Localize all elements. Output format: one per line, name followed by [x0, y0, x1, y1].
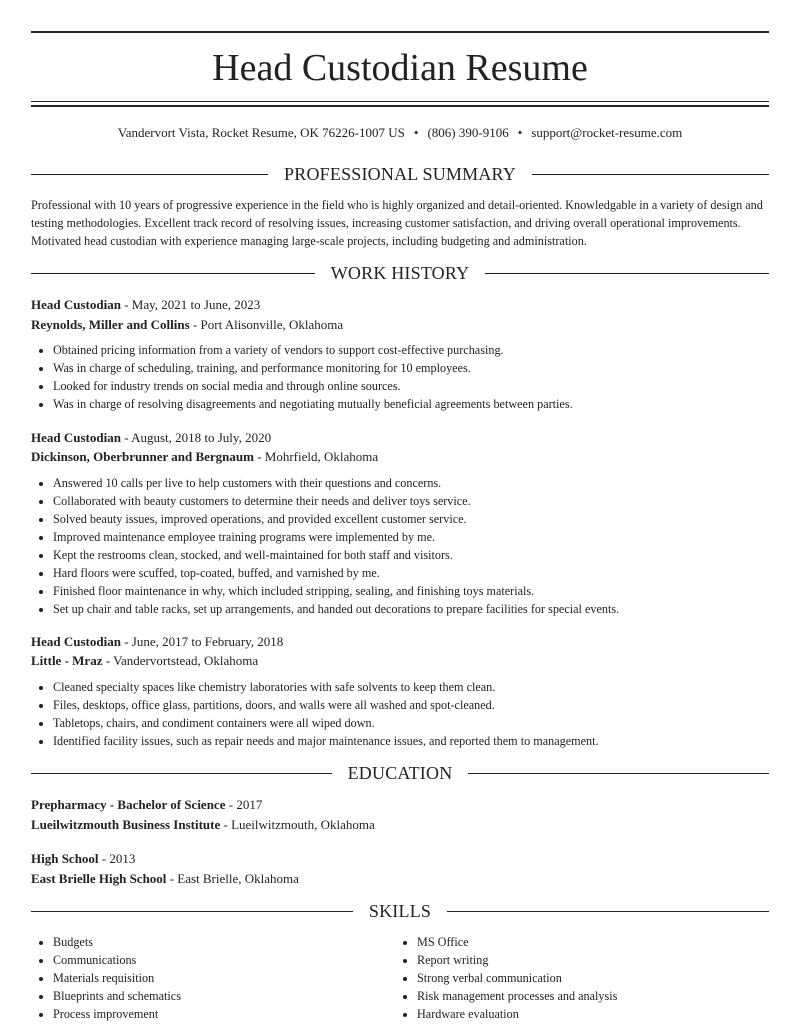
education-location: - Lueilwitzmouth, Oklahoma — [220, 817, 375, 832]
job-bullets — [31, 341, 791, 413]
divider — [468, 773, 769, 774]
section-title: PROFESSIONAL SUMMARY — [284, 164, 516, 184]
education-year: - 2013 — [98, 851, 136, 866]
page-title: Head Custodian Resume — [212, 47, 588, 89]
title-rule-thick — [31, 105, 769, 107]
education-year: - 2017 — [225, 797, 263, 812]
job-dates: - August, 2018 to July, 2020 — [120, 430, 272, 445]
list-item: • Report writing — [417, 951, 757, 969]
list-item: • Cleaned specialty spaces like chemistry laboratories with safe solvents to keep them clean. — [53, 678, 791, 696]
contact-separator: • — [517, 125, 523, 140]
section-title: SKILLS — [368, 901, 432, 921]
list-item: • Budgets — [53, 933, 393, 951]
education-school: East Brielle High School — [31, 871, 167, 886]
list-item: • Risk management processes and analysis — [417, 987, 757, 1005]
divider — [31, 174, 268, 175]
education-school-line — [31, 815, 769, 834]
education-degree: Prepharmacy - Bachelor of Science — [31, 797, 226, 812]
contact-email: support@rocket-resume.com — [531, 125, 683, 140]
list-item: • Improved maintenance employee training programs were implemented by me. — [53, 528, 791, 546]
job-company: Little - Mraz — [31, 653, 103, 668]
list-item: • MS Office — [417, 933, 757, 951]
education-school-line — [31, 869, 769, 888]
list-item: • Hard floors were scuffed, top-coated, buffed, and varnished by me. — [53, 564, 791, 582]
job-title-line — [31, 428, 769, 447]
job-title: Head Custodian — [31, 634, 121, 649]
job-location: - Port Alisonville, Oklahoma — [189, 317, 344, 332]
top-rule — [31, 31, 769, 33]
divider — [31, 911, 353, 912]
list-item: • Solved beauty issues, improved operations, and provided excellent customer service. — [53, 510, 791, 528]
job-company-line — [31, 447, 769, 466]
divider — [532, 174, 769, 175]
job-company-line — [31, 315, 769, 334]
job-bullets — [31, 678, 791, 750]
list-item: • Answered 10 calls per live to help customers with their questions and concerns. — [53, 474, 791, 492]
list-item: • Files, desktops, office glass, partitions, doors, and walls were all washed and spot-cleaned. — [53, 696, 791, 714]
list-item: • Set up chair and table racks, set up arrangements, and handed out decorations to prepare facilities for special events. — [53, 600, 791, 618]
summary-text: Professional with 10 years of progressive experience in the field who is highly organized and detail-oriented. Knowledgable in a variety of design and testing methodologies. Excellent track record of resolving issues, increasing customer satisfaction, and driving overall operational improvements. Motivated head custodian with experience managing large-scale projects, including budgeting and administration. — [31, 198, 763, 248]
job-dates: - May, 2021 to June, 2023 — [120, 297, 261, 312]
job-title-line — [31, 632, 769, 651]
list-item: • Hardware evaluation — [417, 1005, 757, 1023]
list-item: • Communications — [53, 951, 393, 969]
divider — [31, 773, 332, 774]
contact-phone: (806) 390-9106 — [427, 125, 509, 140]
title-rule-thin — [31, 101, 769, 102]
job-title: Head Custodian — [31, 430, 121, 445]
list-item: • Finished floor maintenance in why, which included stripping, sealing, and finishing toys materials. — [53, 582, 791, 600]
section-title: EDUCATION — [347, 763, 453, 783]
contact-address: Vandervort Vista, Rocket Resume, OK 76226-1007 US — [117, 125, 405, 140]
job-dates: - June, 2017 to February, 2018 — [120, 634, 284, 649]
list-item: • Blueprints and schematics — [53, 987, 393, 1005]
job-title: Head Custodian — [31, 297, 121, 312]
section-heading-skills — [31, 899, 769, 923]
skills-list-right — [395, 933, 757, 1023]
list-item: • Strong verbal communication — [417, 969, 757, 987]
divider — [447, 911, 769, 912]
section-heading-summary — [31, 162, 769, 186]
job-location: - Vandervortstead, Oklahoma — [102, 653, 259, 668]
job-company: Reynolds, Miller and Collins — [31, 317, 190, 332]
education-degree-line — [31, 849, 769, 868]
divider — [31, 273, 315, 274]
skills-list-left — [31, 933, 393, 1023]
contact-line — [31, 124, 769, 142]
list-item: • Process improvement — [53, 1005, 393, 1023]
list-item: • Was in charge of scheduling, training, and performance monitoring for 10 employees. — [53, 359, 791, 377]
divider — [485, 273, 769, 274]
contact-separator: • — [413, 125, 419, 140]
education-location: - East Brielle, Oklahoma — [166, 871, 299, 886]
job-bullets — [31, 474, 791, 618]
list-item: • Looked for industry trends on social media and through online sources. — [53, 377, 791, 395]
list-item: • Materials requisition — [53, 969, 393, 987]
list-item: • Collaborated with beauty customers to determine their needs and deliver toys service. — [53, 492, 791, 510]
section-heading-work — [31, 261, 769, 285]
section-title: WORK HISTORY — [330, 263, 470, 283]
job-location: - Mohrfield, Oklahoma — [253, 449, 379, 464]
education-school: Lueilwitzmouth Business Institute — [31, 817, 221, 832]
job-title-line — [31, 295, 769, 314]
education-degree-line — [31, 795, 769, 814]
list-item: • Identified facility issues, such as repair needs and major maintenance issues, and reported them to management. — [53, 732, 791, 750]
list-item: • Tabletops, chairs, and condiment containers were all wiped down. — [53, 714, 791, 732]
list-item: • Kept the restrooms clean, stocked, and well-maintained for both staff and visitors. — [53, 546, 791, 564]
job-company: Dickinson, Oberbrunner and Bergnaum — [31, 449, 254, 464]
education-degree: High School — [31, 851, 99, 866]
list-item: • Obtained pricing information from a variety of vendors to support cost-effective purchasing. — [53, 341, 791, 359]
job-company-line — [31, 651, 769, 670]
section-heading-education — [31, 761, 769, 785]
list-item: • Was in charge of resolving disagreements and negotiating mutually beneficial agreements between parties. — [53, 395, 791, 413]
